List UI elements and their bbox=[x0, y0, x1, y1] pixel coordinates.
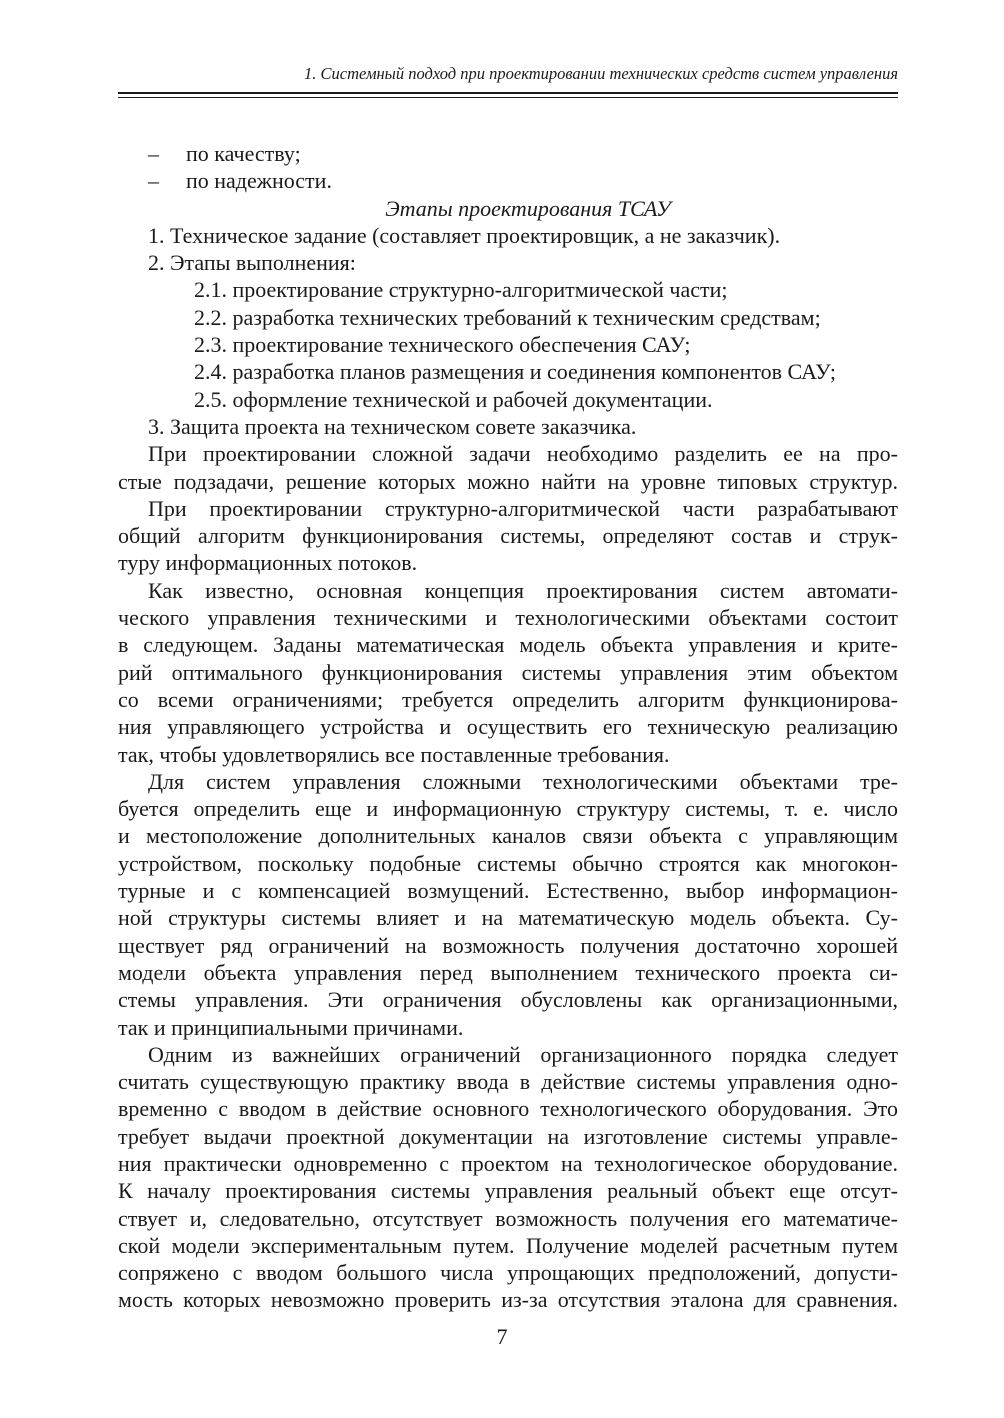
paragraph bbox=[118, 577, 898, 768]
page-number: 7 bbox=[496, 1324, 508, 1349]
text-line: буется определить еще и информационную структуру системы, т. е. число bbox=[118, 796, 898, 822]
text-line: туру информационных потоков. bbox=[118, 550, 418, 576]
text-line: Одним из важнейших ограничений организационного порядка следует bbox=[148, 1041, 898, 1067]
stage-item-3: 3. Защита проекта на техническом совете заказчика. bbox=[148, 413, 637, 439]
running-head: 1. Системный подход при проектировании технических средств систем управления bbox=[304, 64, 898, 83]
section-heading: Этапы проектирования ТСАУ bbox=[385, 195, 671, 221]
paragraph bbox=[118, 440, 898, 495]
header-rule-thick bbox=[118, 92, 898, 94]
bullet-item bbox=[118, 167, 898, 194]
stage-sub-item: 2.4. разработка планов размещения и соединения компонентов САУ; bbox=[194, 359, 836, 385]
text-line: При проектировании структурно-алгоритмической части разрабатывают bbox=[148, 495, 898, 521]
text-line: так и принципиальными причинами. bbox=[118, 1014, 464, 1040]
paragraph bbox=[118, 495, 898, 577]
dash-marker: – bbox=[148, 141, 159, 166]
text-line: считать существующую практику ввода в действие системы управления одно- bbox=[118, 1069, 898, 1095]
text-line: ния практически одновременно с проектом на технологическое оборудование. bbox=[118, 1150, 898, 1176]
bullet-text: по качеству; bbox=[186, 141, 301, 166]
text-line: устройством, поскольку подобные системы обычно строятся как многокон- bbox=[118, 850, 898, 876]
text-line: ческого управления техническими и технологическими объектами состоит bbox=[118, 605, 898, 631]
text-line: в следующем. Заданы математическая модель объекта управления и крите- bbox=[118, 632, 898, 658]
page-body bbox=[118, 140, 898, 1314]
text-line: мость которых невозможно проверить из-за отсутствия эталона для сравнения. bbox=[118, 1287, 898, 1313]
stage-sub-item: 2.3. проектирование технического обеспечения САУ; bbox=[194, 332, 691, 358]
text-line: модели объекта управления перед выполнением технического проекта си- bbox=[118, 959, 898, 985]
text-line: ской модели экспериментальным путем. Получение моделей расчетным путем bbox=[118, 1232, 898, 1258]
text-line: общий алгоритм функционирования системы, определяют состав и струк- bbox=[118, 523, 898, 549]
text-line: К началу проектирования системы управления реальный объект еще отсут- bbox=[118, 1178, 898, 1204]
bullet-text: по надежности. bbox=[186, 168, 332, 194]
text-line: стемы управления. Эти ограничения обусловлены как организационными, bbox=[118, 987, 898, 1013]
text-line: рий оптимального функционирования системы управления этим объектом bbox=[118, 659, 898, 685]
text-line: ществует ряд ограничений на возможность получения достаточно хорошей bbox=[118, 932, 898, 958]
bullet-item bbox=[118, 140, 898, 167]
stage-sub-item: 2.5. оформление технической и рабочей документации. bbox=[194, 386, 713, 412]
text-line: стые подзадачи, решение которых можно найти на уровне типовых структур. bbox=[118, 468, 898, 494]
stage-sub-item: 2.1. проектирование структурно-алгоритмической части; bbox=[194, 277, 728, 303]
text-line: ной структуры системы влияет и на математическую модель объекта. Су- bbox=[118, 905, 898, 931]
text-line: ствует и, следовательно, отсутствует возможность получения его математиче- bbox=[118, 1205, 898, 1231]
paragraph bbox=[118, 1041, 898, 1314]
text-line: требует выдачи проектной документации на изготовление системы управле- bbox=[118, 1123, 898, 1149]
text-line: Как известно, основная концепция проектирования систем автомати- bbox=[148, 577, 898, 603]
paragraph bbox=[118, 768, 898, 1041]
text-line: сопряжено с вводом большого числа упрощающих предположений, допусти- bbox=[118, 1260, 898, 1286]
text-line: и местоположение дополнительных каналов связи объекта с управляющим bbox=[118, 823, 898, 849]
text-line: временно с вводом в действие основного технологического оборудования. Это bbox=[118, 1096, 898, 1122]
text-line: Для систем управления сложными технологическими объектами тре- bbox=[148, 768, 898, 794]
stage-sub-item: 2.2. разработка технических требований к техническим средствам; bbox=[194, 304, 821, 330]
stage-item-1: 1. Техническое задание (составляет проектировщик, а не заказчик). bbox=[148, 222, 781, 248]
text-line: При проектировании сложной задачи необходимо разделить ее на про- bbox=[148, 441, 898, 467]
text-line: так, чтобы удовлетворялись все поставленные требования. bbox=[118, 741, 670, 767]
text-line: ния управляющего устройства и осуществить его техническую реализацию bbox=[118, 714, 898, 740]
header-rule-thin bbox=[118, 97, 898, 98]
text-line: турные и с компенсацией возмущений. Естественно, выбор информацион- bbox=[118, 878, 898, 904]
dash-marker: – bbox=[148, 168, 159, 194]
text-line: со всеми ограничениями; требуется определить алгоритм функционирова- bbox=[118, 686, 898, 712]
stage-item-2: 2. Этапы выполнения: bbox=[148, 250, 356, 276]
